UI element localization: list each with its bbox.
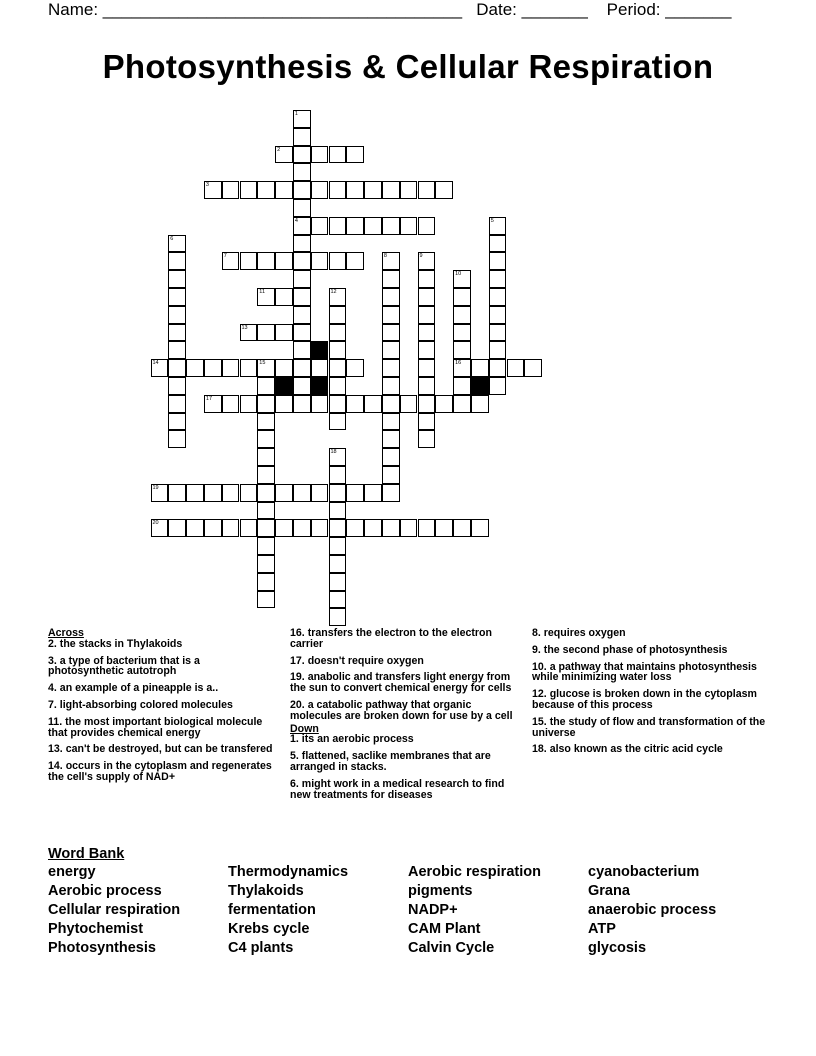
crossword-cell[interactable]: [418, 519, 436, 537]
crossword-cell[interactable]: [204, 519, 222, 537]
crossword-cell[interactable]: [382, 181, 400, 199]
crossword-cell[interactable]: [168, 270, 186, 288]
crossword-cell[interactable]: [489, 377, 507, 395]
word-bank-col-3: [408, 863, 541, 958]
crossword-cell[interactable]: [329, 324, 347, 342]
crossword-cell[interactable]: [257, 502, 275, 520]
crossword-cell[interactable]: [222, 181, 240, 199]
crossword-cell[interactable]: [151, 484, 169, 502]
clue-number: 5: [490, 217, 494, 224]
crossword-cell[interactable]: [204, 395, 222, 413]
crossword-cell[interactable]: [382, 306, 400, 324]
crossword-cell[interactable]: [453, 341, 471, 359]
crossword-cell[interactable]: [524, 359, 542, 377]
clue-down-10: 10. a pathway that maintains photosynthesis while minimizing water loss: [532, 660, 757, 684]
clue-number: 15: [259, 360, 266, 367]
crossword-cell[interactable]: [257, 555, 275, 573]
crossword-cell[interactable]: [329, 252, 347, 270]
crossword-cell[interactable]: [293, 199, 311, 217]
crossword-cell[interactable]: [435, 181, 453, 199]
clue-down-12: 12. glucose is broken down in the cytoplasm because of this process: [532, 688, 757, 711]
crossword-cell[interactable]: [293, 163, 311, 181]
crossword-cell[interactable]: [329, 591, 347, 609]
crossword-cell[interactable]: [168, 484, 186, 502]
crossword-cell[interactable]: [257, 288, 275, 306]
crossword-cell[interactable]: [186, 359, 204, 377]
clue-number: 16: [455, 360, 462, 367]
clue-number: 8: [383, 253, 387, 260]
crossword-cell[interactable]: [204, 484, 222, 502]
clue-across-17: 17. doesn't require oxygen: [290, 654, 424, 667]
word-bank-item: C4 plants: [228, 940, 294, 956]
crossword-cell[interactable]: [329, 502, 347, 520]
crossword-cell[interactable]: [240, 484, 258, 502]
crossword-cell[interactable]: [293, 270, 311, 288]
crossword-cell[interactable]: [257, 466, 275, 484]
word-bank-item: energy: [48, 864, 96, 880]
crossword-cell[interactable]: [435, 395, 453, 413]
crossword-cell[interactable]: [293, 146, 311, 164]
crossword-cell[interactable]: [364, 519, 382, 537]
crossword-cell[interactable]: [346, 181, 364, 199]
crossword-cell[interactable]: [257, 413, 275, 431]
crossword-cell[interactable]: [293, 217, 311, 235]
crossword-cell[interactable]: [293, 235, 311, 253]
header-line: Name: ______________________________________ Date: _______ Period: _______: [48, 0, 732, 19]
clue-down-5: 5. flattened, saclike membranes that are arranged in stacks.: [290, 750, 491, 773]
crossword-cell[interactable]: [346, 519, 364, 537]
clue-across-4: 4. an example of a pineapple is a..: [48, 682, 219, 695]
crossword-cell[interactable]: [471, 519, 489, 537]
crossword-cell[interactable]: [453, 270, 471, 288]
clues-col-3: [532, 628, 772, 761]
crossword-cell[interactable]: [168, 430, 186, 448]
crossword-cell[interactable]: [293, 484, 311, 502]
crossword-black-cell: [275, 377, 293, 395]
crossword-cell[interactable]: [275, 484, 293, 502]
crossword-cell[interactable]: [329, 573, 347, 591]
clue-number: 11: [259, 289, 266, 295]
crossword-cell[interactable]: [168, 519, 186, 537]
crossword-cell[interactable]: [293, 519, 311, 537]
clue-down-6: 6. might work in a medical research to find new treatments for diseases: [290, 777, 505, 801]
word-bank-item: Grana: [588, 883, 630, 899]
crossword-cell[interactable]: [489, 252, 507, 270]
crossword-cell[interactable]: [257, 181, 275, 199]
crossword-cell[interactable]: [400, 395, 418, 413]
word-bank-item: glycosis: [588, 940, 647, 956]
word-bank-col-4: [588, 863, 716, 958]
crossword-cell[interactable]: [240, 181, 258, 199]
crossword-cell[interactable]: [204, 359, 222, 377]
crossword-cell[interactable]: [311, 359, 329, 377]
crossword-cell[interactable]: [346, 217, 364, 235]
crossword-cell[interactable]: [222, 395, 240, 413]
crossword-cell[interactable]: [240, 324, 258, 342]
crossword-cell[interactable]: [418, 395, 436, 413]
clue-number: 17: [205, 395, 213, 402]
crossword-cell[interactable]: [311, 181, 329, 199]
crossword-cell[interactable]: [275, 519, 293, 537]
clue-number: 14: [152, 360, 159, 367]
crossword-cell[interactable]: [204, 181, 222, 199]
crossword-cell[interactable]: [311, 484, 329, 502]
clue-across-20: 20. a catabolic pathway that organic molecules are broken down for use by a cell: [290, 698, 513, 722]
crossword-cell[interactable]: [418, 181, 436, 199]
crossword-cell[interactable]: [257, 377, 275, 395]
clue-number: 20: [152, 520, 159, 527]
clue-number: 7: [223, 253, 227, 260]
crossword-cell[interactable]: [311, 519, 329, 537]
crossword-cell[interactable]: [418, 430, 436, 448]
clue-number: 3: [205, 182, 209, 189]
crossword-cell[interactable]: [489, 341, 507, 359]
clue-across-14: 14. occurs in the cytoplasm and regenerates the cell's supply of NAD+: [48, 760, 272, 783]
clue-number: 10: [455, 271, 462, 278]
clue-across-19: 19. anabolic and transfers light energy from the sun to convert chemical energy for cells: [290, 671, 512, 695]
word-bank-item: Krebs cycle: [228, 921, 310, 937]
crossword-cell[interactable]: [240, 252, 258, 270]
word-bank-item: NADP+: [408, 902, 458, 918]
crossword-cell[interactable]: [293, 288, 311, 306]
word-bank-item: Thylakoids: [228, 883, 304, 899]
clue-number: 13: [241, 324, 248, 331]
crossword-cell[interactable]: [257, 395, 275, 413]
crossword-cell[interactable]: [257, 573, 275, 591]
crossword-cell[interactable]: [168, 324, 186, 342]
crossword-cell[interactable]: [400, 181, 418, 199]
crossword-cell[interactable]: [222, 252, 240, 270]
crossword-cell[interactable]: [275, 146, 293, 164]
crossword-cell[interactable]: [168, 341, 186, 359]
crossword-cell[interactable]: [186, 484, 204, 502]
crossword-cell[interactable]: [382, 341, 400, 359]
crossword-cell[interactable]: [382, 288, 400, 306]
crossword-cell[interactable]: [329, 608, 347, 626]
crossword-cell[interactable]: [222, 519, 240, 537]
crossword-cell[interactable]: [364, 395, 382, 413]
crossword-cell[interactable]: [275, 252, 293, 270]
clue-number: 9: [419, 253, 423, 260]
crossword-cell[interactable]: [382, 395, 400, 413]
crossword-cell[interactable]: [453, 359, 471, 377]
word-bank-item: cyanobacterium: [588, 864, 700, 880]
crossword-cell[interactable]: [453, 306, 471, 324]
crossword-cell[interactable]: [382, 270, 400, 288]
clue-down-9: 9. the second phase of photosynthesis: [532, 643, 728, 656]
crossword-cell[interactable]: [257, 359, 275, 377]
word-bank-col-2: [228, 863, 348, 958]
crossword-cell[interactable]: [168, 413, 186, 431]
clue-number: 4: [294, 217, 298, 224]
crossword-cell[interactable]: [329, 555, 347, 573]
crossword-cell[interactable]: [382, 217, 400, 235]
crossword-cell[interactable]: [257, 448, 275, 466]
crossword-cell[interactable]: [168, 306, 186, 324]
crossword-cell[interactable]: [346, 484, 364, 502]
crossword-cell[interactable]: [453, 288, 471, 306]
clue-across-3: 3. a type of bacterium that is a photosynthetic autotroph: [48, 654, 200, 678]
crossword-cell[interactable]: [418, 306, 436, 324]
crossword-cell[interactable]: [257, 591, 275, 609]
crossword-cell[interactable]: [293, 181, 311, 199]
crossword-cell[interactable]: [400, 519, 418, 537]
crossword-cell[interactable]: [293, 395, 311, 413]
clue-across-13: 13. can't be destroyed, but can be transfered: [48, 743, 273, 756]
crossword-cell[interactable]: [275, 324, 293, 342]
crossword-cell[interactable]: [489, 306, 507, 324]
clue-down-18: 18. also known as the citric acid cycle: [532, 743, 723, 756]
crossword-cell[interactable]: [329, 377, 347, 395]
crossword-cell[interactable]: [329, 537, 347, 555]
crossword-cell[interactable]: [435, 519, 453, 537]
crossword-cell[interactable]: [222, 359, 240, 377]
clue-across-7: 7. light-absorbing colored molecules: [48, 698, 233, 711]
crossword-cell[interactable]: [418, 413, 436, 431]
crossword-cell[interactable]: [168, 252, 186, 270]
word-bank-col-1: [48, 863, 180, 958]
crossword-cell[interactable]: [346, 146, 364, 164]
crossword-cell[interactable]: [257, 252, 275, 270]
clue-number: 19: [152, 484, 159, 491]
crossword-cell[interactable]: [329, 413, 347, 431]
crossword-cell[interactable]: [418, 288, 436, 306]
crossword-cell[interactable]: [329, 217, 347, 235]
crossword-cell[interactable]: [471, 359, 489, 377]
crossword-cell[interactable]: [257, 484, 275, 502]
crossword-cell[interactable]: [329, 448, 347, 466]
crossword-cell[interactable]: [382, 448, 400, 466]
clue-across-11: 11. the most important biological molecule that provides chemical energy: [48, 715, 263, 739]
crossword-cell[interactable]: [293, 110, 311, 128]
crossword-cell[interactable]: [418, 359, 436, 377]
crossword-cell[interactable]: [453, 377, 471, 395]
crossword-cell[interactable]: [240, 519, 258, 537]
crossword-cell[interactable]: [382, 519, 400, 537]
crossword-cell[interactable]: [346, 252, 364, 270]
crossword-cell[interactable]: [382, 324, 400, 342]
crossword-cell[interactable]: [257, 430, 275, 448]
crossword-cell[interactable]: [293, 359, 311, 377]
crossword-cell[interactable]: [382, 466, 400, 484]
crossword-cell[interactable]: [275, 395, 293, 413]
crossword-cell[interactable]: [168, 235, 186, 253]
crossword-cell[interactable]: [311, 395, 329, 413]
clues-col-2: [290, 628, 520, 806]
clue-number: 2: [277, 146, 281, 153]
word-bank-item: pigments: [408, 883, 473, 899]
crossword-cell[interactable]: [382, 413, 400, 431]
clue-across-2: 2. the stacks in Thylakoids: [48, 637, 183, 650]
across-clues-col-1: [48, 628, 273, 789]
crossword-cell[interactable]: [311, 217, 329, 235]
crossword-cell[interactable]: [151, 519, 169, 537]
crossword-cell[interactable]: [418, 324, 436, 342]
word-bank-item: Photosynthesis: [48, 940, 156, 956]
word-bank-item: Thermodynamics: [228, 864, 349, 880]
word-bank-item: Phytochemist: [48, 921, 144, 937]
crossword-cell[interactable]: [329, 395, 347, 413]
crossword-cell[interactable]: [329, 359, 347, 377]
crossword-cell[interactable]: [382, 359, 400, 377]
clue-number: 18: [330, 449, 337, 456]
crossword-cell[interactable]: [293, 324, 311, 342]
clue-number: 6: [170, 235, 174, 242]
crossword-cell[interactable]: [453, 324, 471, 342]
crossword-black-cell: [311, 341, 329, 359]
crossword-cell[interactable]: [418, 217, 436, 235]
crossword-black-cell: [471, 377, 489, 395]
crossword-cell[interactable]: [293, 306, 311, 324]
crossword-cell[interactable]: [151, 359, 169, 377]
crossword-cell[interactable]: [293, 128, 311, 146]
word-bank-item: anaerobic process: [588, 902, 717, 918]
crossword-cell[interactable]: [364, 181, 382, 199]
crossword-black-cell: [311, 377, 329, 395]
crossword-cell[interactable]: [240, 395, 258, 413]
crossword-cell[interactable]: [489, 324, 507, 342]
crossword-cell[interactable]: [400, 217, 418, 235]
word-bank-heading: Word Bank: [48, 846, 125, 862]
crossword-cell[interactable]: [329, 181, 347, 199]
crossword-cell[interactable]: [186, 519, 204, 537]
clue-down-15: 15. the study of flow and transformation of the universe: [532, 715, 766, 739]
across-heading: Across: [48, 627, 84, 639]
crossword-cell[interactable]: [240, 359, 258, 377]
word-bank-item: ATP: [588, 921, 616, 937]
clue-number: 1: [294, 111, 298, 117]
crossword-cell[interactable]: [489, 270, 507, 288]
crossword-cell[interactable]: [382, 430, 400, 448]
crossword-cell[interactable]: [311, 252, 329, 270]
crossword-cell[interactable]: [382, 252, 400, 270]
clue-down-1: 1. its an aerobic process: [290, 733, 414, 746]
crossword-cell[interactable]: [275, 359, 293, 377]
crossword-cell[interactable]: [168, 395, 186, 413]
crossword-cell[interactable]: [418, 270, 436, 288]
crossword-cell[interactable]: [329, 341, 347, 359]
crossword-cell[interactable]: [293, 341, 311, 359]
crossword-cell[interactable]: [364, 217, 382, 235]
word-bank-item: fermentation: [228, 902, 316, 918]
crossword-cell[interactable]: [329, 288, 347, 306]
crossword-cell[interactable]: [453, 395, 471, 413]
word-bank-item: Cellular respiration: [48, 902, 181, 918]
crossword-cell[interactable]: [453, 519, 471, 537]
word-bank-item: Aerobic respiration: [408, 864, 541, 880]
crossword-cell[interactable]: [168, 288, 186, 306]
crossword-cell[interactable]: [257, 324, 275, 342]
crossword-cell[interactable]: [329, 466, 347, 484]
crossword-cell[interactable]: [489, 288, 507, 306]
crossword-cell[interactable]: [346, 359, 364, 377]
crossword-cell[interactable]: [275, 288, 293, 306]
crossword-cell[interactable]: [382, 377, 400, 395]
crossword-cell[interactable]: [168, 359, 186, 377]
crossword-cell[interactable]: [382, 484, 400, 502]
crossword-cell[interactable]: [489, 359, 507, 377]
crossword-cell[interactable]: [471, 395, 489, 413]
crossword-cell[interactable]: [364, 484, 382, 502]
crossword-cell[interactable]: [489, 235, 507, 253]
crossword-cell[interactable]: [489, 217, 507, 235]
crossword-cell[interactable]: [418, 377, 436, 395]
down-heading: Down: [290, 722, 319, 735]
crossword-cell[interactable]: [311, 146, 329, 164]
clue-down-8: 8. requires oxygen: [532, 627, 626, 639]
crossword-cell[interactable]: [418, 252, 436, 270]
crossword-cell[interactable]: [507, 359, 525, 377]
crossword-cell[interactable]: [257, 519, 275, 537]
word-bank-item: Calvin Cycle: [408, 940, 495, 956]
clue-number: 12: [330, 289, 337, 295]
crossword-cell[interactable]: [293, 252, 311, 270]
crossword-cell[interactable]: [222, 484, 240, 502]
crossword-cell[interactable]: [275, 181, 293, 199]
word-bank-item: CAM Plant: [408, 921, 481, 937]
crossword-cell[interactable]: [329, 146, 347, 164]
crossword-cell[interactable]: [329, 306, 347, 324]
page-title: Photosynthesis & Cellular Respiration: [102, 48, 714, 85]
word-bank-item: Aerobic process: [48, 883, 162, 899]
crossword-cell[interactable]: [418, 341, 436, 359]
crossword-cell[interactable]: [329, 519, 347, 537]
crossword-cell[interactable]: [168, 377, 186, 395]
crossword-cell[interactable]: [293, 377, 311, 395]
crossword-cell[interactable]: [329, 484, 347, 502]
clue-across-16: 16. transfers the electron to the electron carrier: [290, 627, 492, 650]
crossword-cell[interactable]: [257, 537, 275, 555]
crossword-cell[interactable]: [346, 395, 364, 413]
